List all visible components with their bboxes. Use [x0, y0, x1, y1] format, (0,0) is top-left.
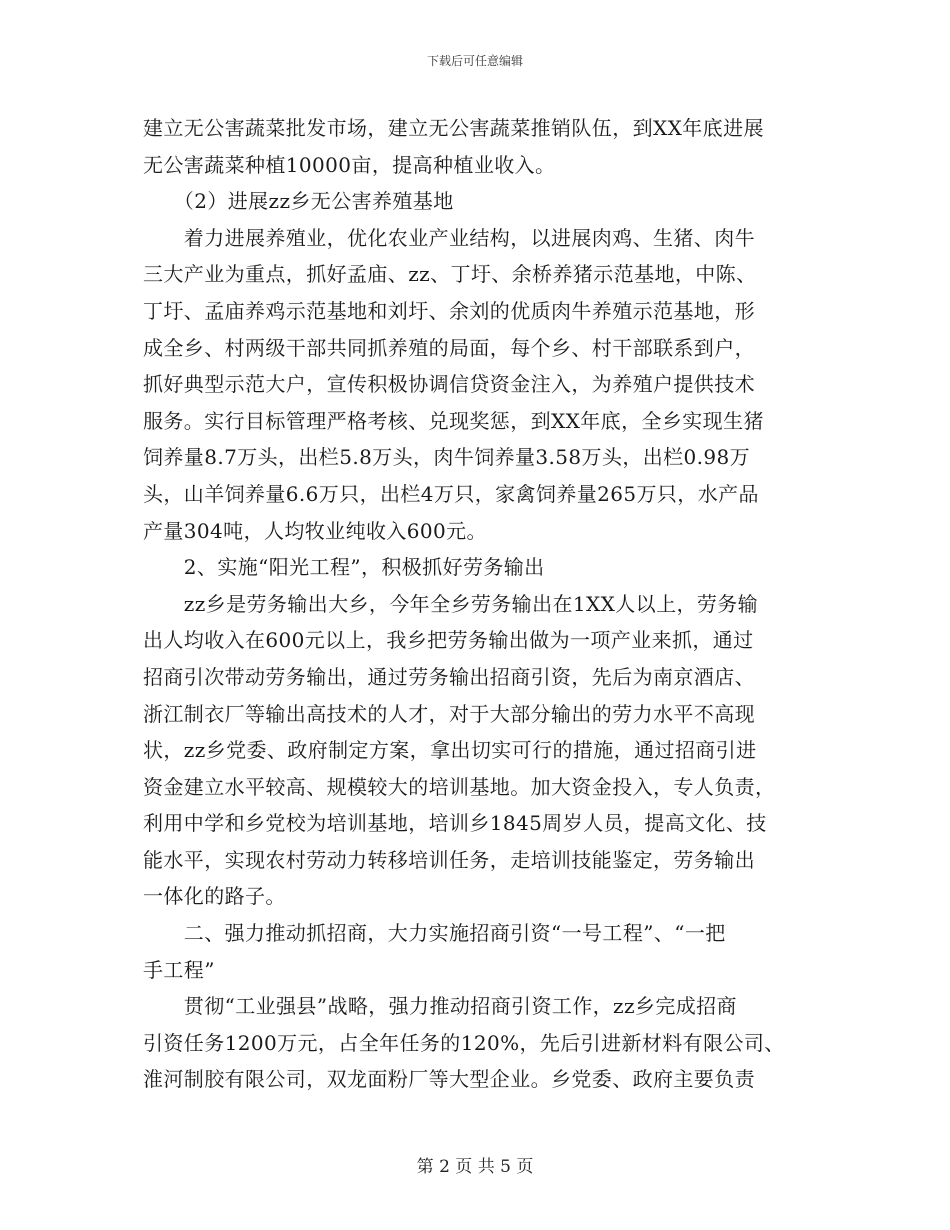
- text-line: 抓好典型示范大户，宣传积极协调信贷资金注入，为养殖户提供技术: [143, 372, 755, 397]
- text-line: 丁圩、孟庙养鸡示范基地和刘圩、余刘的优质肉牛养殖示范基地，形: [143, 298, 755, 323]
- text-line: 状，zz乡党委、政府制定方案，拿出切实可行的措施，通过招商引进: [143, 738, 757, 763]
- text-line: 淮河制胶有限公司，双龙面粉厂等大型企业。乡党委、政府主要负责: [143, 1067, 755, 1092]
- text-line: 招商引次带动劳务输出，通过劳务输出招商引资，先后为南京酒店、: [143, 664, 755, 689]
- text-line: 能水平，实现农村劳动力转移培训任务，走培训技能鉴定，劳务输出: [143, 847, 755, 872]
- text-line: zz乡是劳务输出大乡，今年全乡劳务输出在1XX人以上，劳务输: [143, 591, 759, 616]
- text-line: 三大产业为重点，抓好孟庙、zz、丁圩、余桥养猪示范基地，中陈、: [143, 262, 757, 287]
- text-line: 浙江制衣厂等输出高技术的人才，对于大部分输出的劳力水平不高现: [143, 701, 755, 726]
- document-body: [143, 110, 807, 1098]
- text-line: 利用中学和乡党校为培训基地，培训乡1845周岁人员，提高文化、技: [143, 811, 767, 836]
- text-line: 一体化的路子。: [143, 884, 286, 909]
- text-line: 成全乡、村两级干部共同抓养殖的局面，每个乡、村干部联系到户，: [143, 335, 755, 360]
- page-header: 下载后可任意编辑: [426, 54, 523, 68]
- text-line: 出人均收入在600元以上，我乡把劳务输出做为一项产业来抓，通过: [143, 628, 754, 653]
- section-heading: 2、实施“阳光工程”，积极抓好劳务输出: [143, 555, 545, 580]
- text-line: 建立无公害蔬菜批发市场，建立无公害蔬菜推销队伍，到XX年底进展: [143, 116, 764, 140]
- page-number: 第 2 页 共 5 页: [416, 1157, 534, 1177]
- text-line: 无公害蔬菜种植10000亩，提高种植业收入。: [143, 152, 556, 177]
- text-line: 引资任务1200万元，占全年任务的120%，先后引进新材料有限公司、: [143, 1030, 785, 1055]
- text-line: 饲养量8.7万头，出栏5.8万头，肉牛饲养量3.58万头，出栏0.98万: [143, 445, 751, 470]
- text-line: 头，山羊饲养量6.6万只，出栏4万只，家禽饲养量265万只，水产品: [143, 481, 759, 506]
- text-line: 着力进展养殖业，优化农业产业结构，以进展肉鸡、生猪、肉牛: [143, 225, 755, 250]
- text-line: 产量304吨，人均牧业纯收入600元。: [143, 518, 487, 543]
- text-line: 资金建立水平较高、规模较大的培训基地。加大资金投入，专人负责，: [143, 774, 776, 799]
- section-heading: 手工程”: [143, 957, 215, 982]
- text-line: 服务。实行目标管理严格考核、兑现奖惩，到XX年底，全乡实现生猪: [143, 408, 764, 433]
- body-text: [143, 110, 807, 1098]
- section-heading: 二、强力推动抓招商，大力实施招商引资“一号工程”、“一把: [143, 921, 726, 946]
- section-heading: （2）进展zz乡无公害养殖基地: [143, 189, 454, 214]
- text-line: 贯彻“工业强县”战略，强力推动招商引资工作，zz乡完成招商: [143, 994, 737, 1019]
